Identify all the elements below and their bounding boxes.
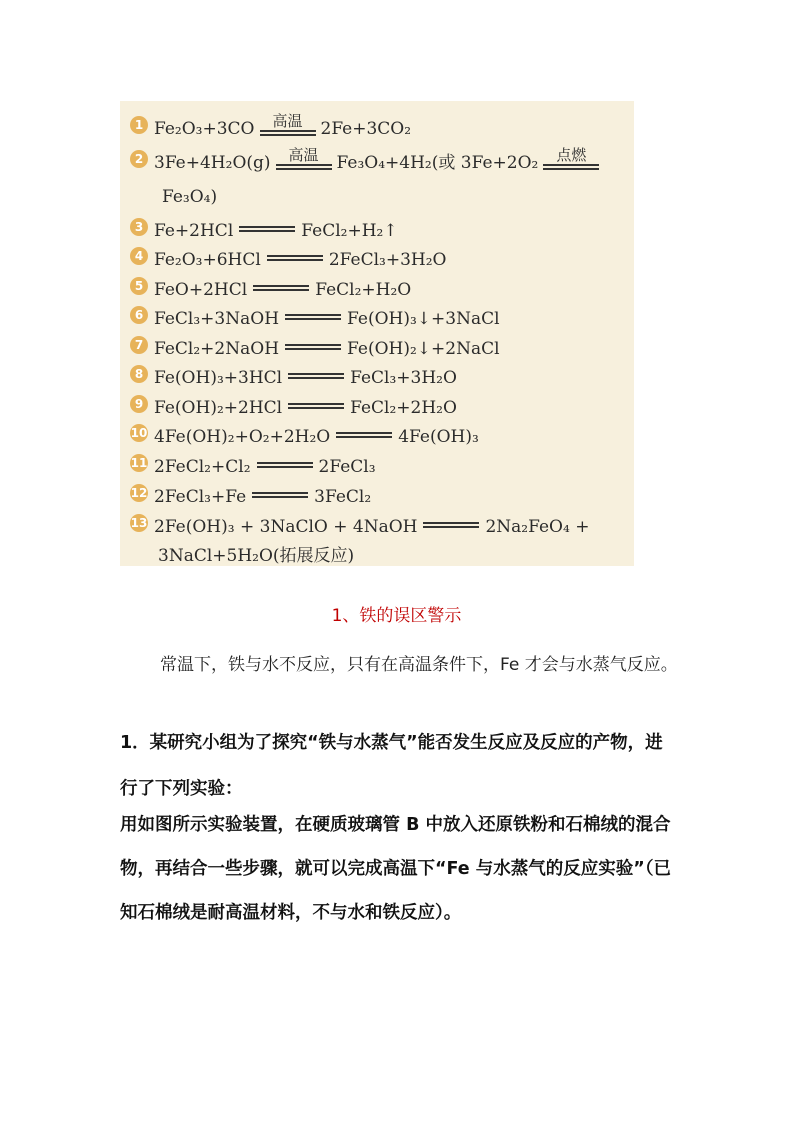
equal-sign	[285, 344, 341, 350]
equation-reactants: Fe₂O₃+3CO	[154, 119, 255, 139]
equation-continuation: Fe₃O₄)	[162, 187, 218, 207]
equation-number: 3	[130, 218, 148, 236]
equation-products: Fe₃O₄+4H₂(或 3Fe+2O₂	[336, 153, 539, 173]
equation-reactants: FeCl₂+2NaOH	[154, 339, 280, 359]
equation-reactants: 2Fe(OH)₃ + 3NaClO + 4NaOH	[154, 517, 418, 537]
equation-number: 13	[130, 516, 148, 530]
equation-number: 6	[130, 306, 148, 324]
equation-reactants: 3Fe+4H₂O(g)	[154, 153, 271, 173]
equation-number: 9	[130, 395, 148, 413]
reaction-condition	[260, 113, 316, 136]
equation-row	[130, 301, 500, 329]
equation-reactants: 4Fe(OH)₂+O₂+2H₂O	[154, 427, 331, 447]
equation-products: 2Fe+3CO₂	[320, 119, 412, 139]
equation-products: FeCl₂+2H₂O	[350, 398, 457, 418]
equation-reactants: 2FeCl₂+Cl₂	[154, 457, 251, 477]
equal-sign	[285, 314, 341, 320]
equal-sign	[252, 492, 308, 498]
equation-row	[130, 331, 500, 359]
section-title: 1、铁的误区警示	[331, 606, 462, 626]
equal-sign	[336, 432, 392, 438]
equation-row	[130, 360, 457, 388]
equal-sign	[239, 226, 295, 232]
question-body: 用如图所示实验装置，在硬质玻璃管 B 中放入还原铁粉和石棉绒的混合物，再结合一些步骤，就可以完成高温下“Fe 与水蒸气的反应实验”（已知石棉绒是耐高温材料，不与水和铁反应）。	[120, 815, 671, 923]
equation-number: 11	[130, 456, 148, 470]
equation-products: 2FeCl₃+3H₂O	[328, 250, 447, 270]
equation-reactants: Fe(OH)₂+2HCl	[154, 398, 283, 418]
equation-row	[130, 449, 376, 477]
equation-number: 12	[130, 486, 148, 500]
equation-products: 3FeCl₂	[314, 487, 372, 507]
equation-products: Fe(OH)₃↓+3NaCl	[347, 309, 500, 329]
equation-row	[130, 509, 589, 537]
equal-sign	[260, 130, 316, 136]
condition-label: 高温	[272, 112, 303, 130]
equal-sign	[423, 522, 479, 528]
equal-sign	[543, 164, 599, 170]
equation-row	[130, 479, 371, 507]
reaction-condition	[276, 147, 332, 170]
equation-number: 7	[130, 336, 148, 354]
equation-number: 4	[130, 247, 148, 265]
equation-number: 5	[130, 277, 148, 295]
equation-products: FeCl₂+H₂↑	[301, 221, 398, 241]
condition-label: 点燃	[556, 146, 587, 164]
equation-number: 2	[130, 150, 148, 168]
equal-sign	[267, 255, 323, 261]
equal-sign	[288, 403, 344, 409]
paragraph-intro: 常温下，铁与水不反应，只有在高温条件下，Fe 才会与水蒸气反应。	[160, 655, 678, 675]
equation-products: 2FeCl₃	[318, 457, 376, 477]
question-intro: 1．某研究小组为了探究“铁与水蒸气”能否发生反应及反应的产物，进行了下列实验：	[120, 733, 663, 799]
equation-row	[130, 242, 446, 270]
reaction-condition	[543, 147, 599, 170]
equation-products: 2Na₂FeO₄ +	[485, 517, 590, 537]
equation-reactants: Fe+2HCl	[154, 221, 234, 241]
equation-number: 10	[130, 426, 148, 440]
equations-panel	[120, 101, 634, 566]
equation-number: 8	[130, 365, 148, 383]
equation-row	[130, 213, 398, 241]
equation-products: FeCl₃+3H₂O	[350, 368, 457, 388]
equal-sign	[288, 373, 344, 379]
equation-reactants: FeO+2HCl	[154, 280, 248, 300]
equal-sign	[257, 462, 313, 468]
equal-sign	[253, 285, 309, 291]
equation-reactants: Fe(OH)₃+3HCl	[154, 368, 283, 388]
equal-sign	[276, 164, 332, 170]
equation-products: FeCl₂+H₂O	[315, 280, 412, 300]
equation-products: 4Fe(OH)₃	[398, 427, 479, 447]
equation-products: Fe(OH)₂↓+2NaCl	[347, 339, 500, 359]
equation-row	[130, 390, 457, 418]
equation-reactants: 2FeCl₃+Fe	[154, 487, 247, 507]
equation-row	[130, 419, 479, 447]
equation-reactants: FeCl₃+3NaOH	[154, 309, 280, 329]
equation-number: 1	[130, 116, 148, 134]
condition-label: 高温	[288, 146, 319, 164]
equation-row	[130, 111, 411, 139]
equation-row	[130, 272, 411, 300]
equation-row	[130, 145, 604, 173]
equation-reactants: Fe₂O₃+6HCl	[154, 250, 261, 270]
equation-continuation: 3NaCl+5H₂O(拓展反应)	[158, 546, 355, 566]
